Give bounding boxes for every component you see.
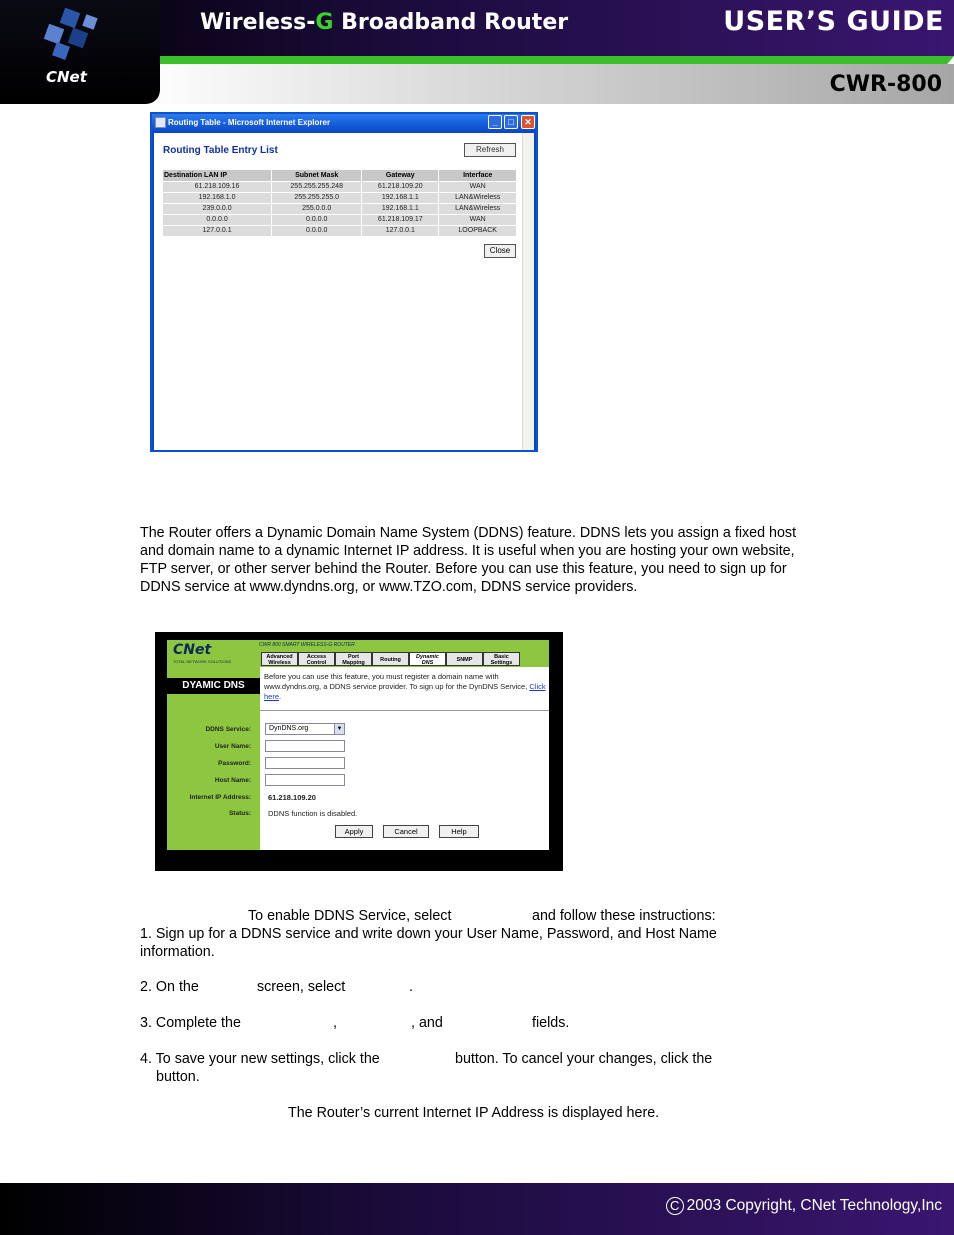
table-cell: 61.218.109.20 xyxy=(362,181,439,192)
tab-line: Control xyxy=(306,660,327,666)
ddns-screenshot xyxy=(155,632,563,871)
routing-table xyxy=(163,170,517,236)
vertical-scrollbar[interactable] xyxy=(522,133,534,450)
title-g: G xyxy=(315,10,334,35)
tab-line: Access xyxy=(306,654,327,660)
step4-part3: button. xyxy=(156,1069,200,1085)
user-name-field[interactable] xyxy=(265,740,345,752)
table-cell: WAN xyxy=(439,181,517,192)
maximize-icon[interactable]: □ xyxy=(504,115,518,129)
table-cell: 192.168.1.0 xyxy=(163,192,272,203)
table-cell: 192.168.1.1 xyxy=(362,192,439,203)
tab-line: Port xyxy=(348,654,359,660)
table-cell: LAN&Wireless xyxy=(439,192,517,203)
table-cell: 239.0.0.0 xyxy=(163,203,272,214)
cnet-logo: CNet xyxy=(46,68,87,86)
ddns-top-bar xyxy=(167,640,549,667)
password-label: Password: xyxy=(218,760,251,767)
tab-line: Wireless xyxy=(268,660,291,666)
instruction-intro: To enable DDNS Service, select xyxy=(248,908,452,924)
routing-table-window xyxy=(150,112,538,452)
table-cell: 61.218.109.17 xyxy=(362,214,439,225)
step2-part2: screen, select xyxy=(257,979,346,995)
table-cell: 127.0.0.1 xyxy=(362,225,439,236)
column-header: Interface xyxy=(439,170,517,181)
table-row xyxy=(163,214,517,225)
copyright xyxy=(666,1197,942,1215)
title-prefix: Wireless- xyxy=(200,10,316,35)
status-label: Status: xyxy=(228,810,251,817)
header-green-stripe xyxy=(123,56,954,64)
help-button[interactable]: Help xyxy=(439,825,479,838)
tab-line: Advanced xyxy=(266,654,293,660)
tab-advanced-wireless[interactable] xyxy=(261,652,298,666)
close-button[interactable]: Close xyxy=(484,244,516,258)
step1-line2: information. xyxy=(140,944,215,960)
step3-part4: fields. xyxy=(532,1015,570,1031)
tab-line: SNMP xyxy=(456,657,473,663)
step3-part1: 3. Complete the xyxy=(140,1015,241,1031)
step2-part3: . xyxy=(409,979,413,995)
table-cell: 127.0.0.1 xyxy=(163,225,272,236)
refresh-button[interactable]: Refresh xyxy=(464,143,516,157)
ie-icon xyxy=(155,117,166,128)
minimize-icon[interactable]: _ xyxy=(488,115,502,129)
table-cell: 0.0.0.0 xyxy=(163,214,272,225)
ddns-panel xyxy=(167,640,549,850)
table-cell: LAN&Wireless xyxy=(439,203,517,214)
title-suffix: Broadband Router xyxy=(333,10,569,35)
ip-note: The Router’s current Internet IP Address is displayed here. xyxy=(288,1105,660,1121)
tab-basic-settings[interactable] xyxy=(483,652,520,666)
cancel-button[interactable]: Cancel xyxy=(383,825,429,838)
tab-access-control[interactable] xyxy=(298,652,335,666)
ddns-heading: DYAMIC DNS xyxy=(167,678,260,694)
table-cell: 255.255.255.0 xyxy=(272,192,362,203)
select-value: DynDNS.org xyxy=(269,725,309,732)
tab-line: Settings xyxy=(490,660,513,666)
status-value: DDNS function is disabled. xyxy=(268,809,358,818)
step4-part1: 4. To save your new settings, click the xyxy=(140,1051,380,1067)
table-cell: WAN xyxy=(439,214,517,225)
tab-line: Routing xyxy=(380,657,401,663)
ddns-service-select[interactable] xyxy=(265,723,345,735)
user-name-label: User Name: xyxy=(214,743,251,750)
copyright-text: 2003 Copyright, CNet Technology,Inc xyxy=(686,1197,942,1214)
table-row xyxy=(163,203,517,214)
tab-port-mapping[interactable] xyxy=(335,652,372,666)
step2-part1: 2. On the xyxy=(140,979,199,995)
host-name-label: Host Name: xyxy=(214,777,251,784)
tab-snmp[interactable] xyxy=(446,652,483,666)
footer-bar xyxy=(0,1183,954,1235)
tab-line: Basic xyxy=(494,654,509,660)
ddns-description: Before you can use this feature, you must register a domain name with www.dyndns.org, a DDNS service provider. To sign up for the DynDNS Service, Click here. xyxy=(264,672,546,701)
users-guide-title: USER’S GUIDE xyxy=(723,6,944,37)
product-name: CWR 800 SMART WIRELESS-G ROUTER xyxy=(259,642,355,648)
logo-box xyxy=(0,0,160,104)
internet-ip-label: Internet IP Address: xyxy=(189,794,251,801)
table-cell: 255.0.0.0 xyxy=(272,203,362,214)
column-header: Subnet Mask xyxy=(272,170,362,181)
divider xyxy=(260,710,549,711)
header-title xyxy=(200,10,568,35)
table-cell: 61.218.109.16 xyxy=(163,181,272,192)
table-row xyxy=(163,225,517,236)
table-cell: 255.255.255.248 xyxy=(272,181,362,192)
ddns-tabs xyxy=(261,652,520,666)
window-body xyxy=(154,133,534,450)
table-row xyxy=(163,181,517,192)
table-cell: 0.0.0.0 xyxy=(272,214,362,225)
tab-routing[interactable] xyxy=(372,652,409,666)
step4-part2: button. To cancel your changes, click the xyxy=(455,1051,713,1067)
tab-dynamic-dns[interactable] xyxy=(409,652,446,666)
routing-table-title: Routing Table Entry List xyxy=(163,145,278,156)
cnet-logo: CNet xyxy=(173,642,212,658)
cnet-cubes-icon xyxy=(40,8,104,64)
click-here-link[interactable]: Click here xyxy=(264,682,546,701)
model-number: CWR-800 xyxy=(829,72,942,97)
ddns-service-label: DDNS Service: xyxy=(205,726,251,733)
tab-line: Mapping xyxy=(342,660,365,666)
step3-part3: , and xyxy=(411,1015,443,1031)
chevron-down-icon[interactable]: ▼ xyxy=(334,724,344,734)
internet-ip-value: 61.218.109.20 xyxy=(268,793,316,802)
intro-paragraph: The Router offers a Dynamic Domain Name System (DDNS) feature. DDNS lets you assign a fixed host and domain name to a dynamic Internet IP address. It is useful when you are hosting your own website, FTP server, or other server behind the Router. Before you can use this feature, you need to sign up for DDNS service at www.dyndns.org, or www.TZO.com, DDNS service providers. xyxy=(140,525,797,595)
table-row xyxy=(163,192,517,203)
table-cell: LOOPBACK xyxy=(439,225,517,236)
desc-text: Before you can use this feature, you must register a domain name with www.dyndns.org, a DDNS service provider. To sign up for the DynDNS Service, xyxy=(264,672,528,691)
apply-button[interactable]: Apply xyxy=(335,825,373,838)
tab-line: DNS xyxy=(421,660,434,666)
logo-subtitle: TOTAL NETWORK SOLUTIONS xyxy=(173,659,232,664)
instruction-intro-end: and follow these instructions: xyxy=(532,908,716,924)
copyright-icon: C xyxy=(666,1197,684,1215)
table-cell: 0.0.0.0 xyxy=(272,225,362,236)
table-cell: 192.168.1.1 xyxy=(362,203,439,214)
window-title: Routing Table - Microsoft Internet Explorer xyxy=(168,118,331,127)
host-name-field[interactable] xyxy=(265,774,345,786)
tab-line: Dynamic xyxy=(416,654,439,660)
step1-line1: 1. Sign up for a DDNS service and write down your User Name, Password, and Host Name xyxy=(140,926,717,942)
ddns-sidebar xyxy=(167,667,260,850)
window-titlebar xyxy=(152,114,536,132)
password-field[interactable] xyxy=(265,757,345,769)
column-header: Gateway xyxy=(362,170,439,181)
column-header: Destination LAN IP xyxy=(163,170,272,181)
close-icon[interactable]: ✕ xyxy=(521,115,535,129)
step3-part2: , xyxy=(333,1015,337,1031)
